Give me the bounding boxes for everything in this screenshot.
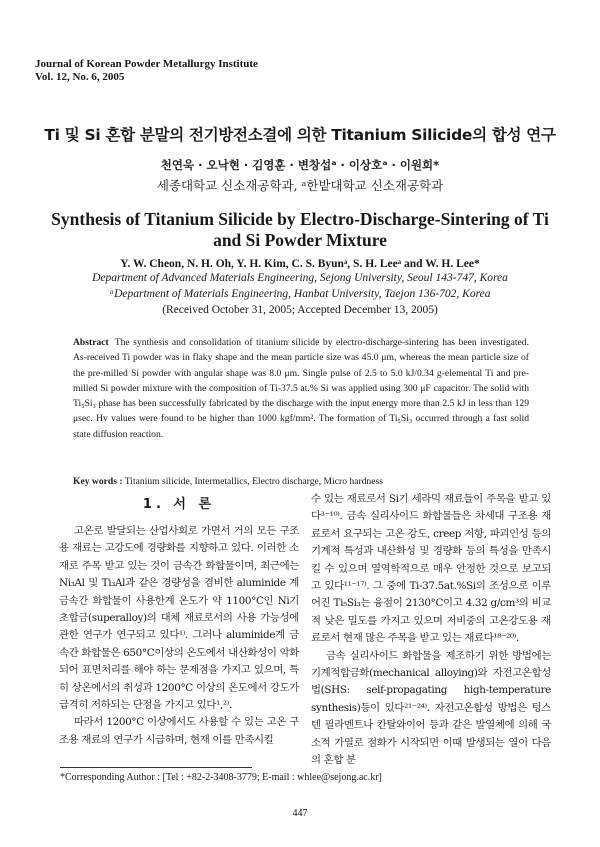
- english-affiliation-1: Department of Advanced Materials Engineering, Sejong University, Seoul 143-747, Korea: [92, 272, 508, 284]
- english-affiliation-2: ᵃDepartment of Materials Engineering, Hanbat University, Taejon 136-702, Korea: [109, 288, 491, 300]
- paragraph: 따라서 1200°C 이상에서도 사용할 수 있는 고온 구조용 재료의 연구가 시급하며, 현재 이를 만족시킬: [59, 716, 299, 746]
- english-authors: Y. W. Cheon, N. H. Oh, Y. H. Kim, C. S. Byunᵃ, S. H. Leeᵃ and W. H. Lee*: [120, 258, 480, 270]
- page-number: 447: [292, 808, 308, 819]
- body-column-left: [59, 523, 299, 749]
- paragraph: 수 있는 재료로서 Si기 세라믹 재료들이 주목을 받고 있다³⁻¹⁰⁾. 금속 실리사이드 화합물들은 차세대 구조용 재료로서 요구되는 고온 강도, creep 저항, 파괴인성 등의 기계적 특성과 내산화성 및 경량화 등의 특성을 만족시킬 수 있으며 열역학적으로 매우 안정한 것으로 보고되고 있다¹¹⁻¹⁷⁾. 그 중에 Ti-37.5at.%Si의 조성으로 이루어진 Ti₅Si₃는 융점이 2130°C이고 4.32 g/cm³의 비교적 낮은 밀도를 가지고 있으며 저비중의 고온강도용 재료로서 현재 많은 주목을 받고 있는 재료다¹⁸⁻²⁰⁾.: [311, 493, 551, 645]
- journal-name: Journal of Korean Powder Metallurgy Institute: [35, 58, 258, 70]
- paragraph: 금속 실리사이드 화합물을 제조하기 위한 방법에는 기계적합금화(mechanical alloying)와 자전고온합성법(SHS: self-propagating high-temperature synthesis)등이 있다²¹⁻²⁴⁾. 자전고온합성 방법은 텅스텐 필라멘트나 칸탈와이어 등과 같은 발열체에 의해 국소적 가열로 점화가 시작되면 이때 발생되는 열이 다음의 혼합 분: [311, 649, 551, 767]
- korean-affiliation: 세종대학교 신소재공학과, ᵃ한밭대학교 신소재공학과: [156, 178, 444, 193]
- abstract: [73, 335, 529, 442]
- journal-header: [35, 58, 258, 84]
- section-title-introduction: 1. 서 론: [142, 497, 216, 512]
- english-title: Synthesis of Titanium Silicide by Electro-Discharge-Sintering of Ti and Si Powder Mixture: [51, 209, 549, 250]
- footnote-divider: [60, 767, 252, 768]
- corresponding-author-footnote: *Corresponding Author : [Tel : +82-2-3408-3779; E-mail : whlee@sejong.ac.kr]: [60, 772, 382, 783]
- keywords: [73, 476, 529, 487]
- korean-authors: 천연욱 · 오낙현 · 김영훈 · 변창섭ᵃ · 이상호ᵃ · 이원희*: [160, 158, 440, 172]
- journal-volume: Vol. 12, No. 6, 2005: [35, 71, 125, 83]
- received-dates: (Received October 31, 2005; Accepted December 13, 2005): [162, 304, 438, 316]
- paragraph: 고온로 발달되는 산업사회로 가면서 거의 모든 구조용 재료는 고강도에 경량화를 지향하고 있다. 이러한 소재로 주목 받고 있는 것이 금속간 화합물이며, 최근에는 Ni₃Al 및 Ti₃Al과 같은 경량성을 겸비한 aluminide 계 금속간 화합물이 사용한계 온도가 약 1100°C인 Ni기 초합금(superalloy)의 대체 재료로서의 사용 가능성에 관한 연구가 연구되고 있다¹⁾. 그러나 aluminide계 금속간 화합물은 650°C이상의 온도에서 내산화성이 악화되어 표면처리를 해야 하는 문제점을 가지고 있으며, 특히 상온에서의 취성과 1200°C 이상의 온도에서 강도가 급격히 저하되는 단점을 가지고 있다¹,²⁾.: [59, 525, 299, 712]
- abstract-label: Abstract: [73, 337, 109, 348]
- keywords-text: Titanium silicide, Intermetallics, Electro discharge, Micro hardness: [122, 476, 383, 487]
- keywords-label: Key words :: [73, 476, 123, 487]
- abstract-text: The synthesis and consolidation of titanium silicide by electro-discharge-sintering has been investigated. As-received Ti powder was in flaky shape and the mean particle size was 45.0 μm, whereas the mean particle size of the pre-milled Si powder with angular shape was 8.0 μm. Single pulse of 2.5 to 5.0 kJ/0.34 g-elemental Ti and pre-milled Si powder mixture with the composition of Ti-37.5 at.% Si was applied using 300 μF capacitor. The solid with Ti₅Si₃ phase has been successfully fabricated by the discharge with the input energy more than 2.5 kJ in less than 129 μsec. Hv values were found to be higher than 1000 kgf/mm². The formation of Ti₅Si₃ occurred through a fast solid state diffusion reaction.: [73, 337, 529, 440]
- korean-title: Ti 및 Si 혼합 분말의 전기방전소결에 의한 Titanium Silicide의 합성 연구: [44, 126, 556, 144]
- body-column-right: [311, 491, 551, 770]
